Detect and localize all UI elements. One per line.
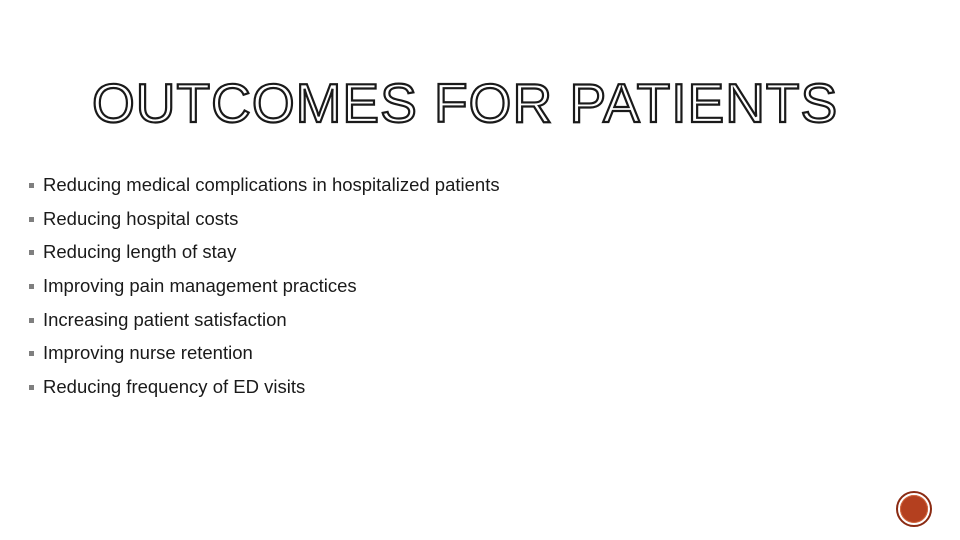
square-bullet-icon: [29, 217, 34, 222]
badge-fill: [900, 495, 928, 523]
list-item: [29, 370, 500, 404]
square-bullet-icon: [29, 250, 34, 255]
list-item: [29, 269, 500, 303]
bullet-text: Reducing frequency of ED visits: [43, 375, 306, 397]
square-bullet-icon: [29, 385, 34, 390]
bullet-text: Reducing length of stay: [43, 241, 237, 263]
slide-title: OUTCOMES FOR PATIENTS: [92, 72, 839, 134]
square-bullet-icon: [29, 351, 34, 356]
bullet-text: Reducing hospital costs: [43, 207, 239, 229]
bullet-text: Reducing medical complications in hospitalized patients: [43, 173, 500, 195]
bullet-text: Improving pain management practices: [43, 274, 357, 296]
list-item: [29, 336, 500, 370]
square-bullet-icon: [29, 284, 34, 289]
square-bullet-icon: [29, 318, 34, 323]
circle-badge-icon: [896, 491, 932, 527]
list-item: [29, 235, 500, 269]
list-item: [29, 303, 500, 337]
bullet-text: Improving nurse retention: [43, 342, 253, 364]
list-item: [29, 168, 500, 202]
bullet-list: [29, 168, 500, 404]
list-item: [29, 202, 500, 236]
bullet-text: Increasing patient satisfaction: [43, 308, 287, 330]
square-bullet-icon: [29, 183, 34, 188]
